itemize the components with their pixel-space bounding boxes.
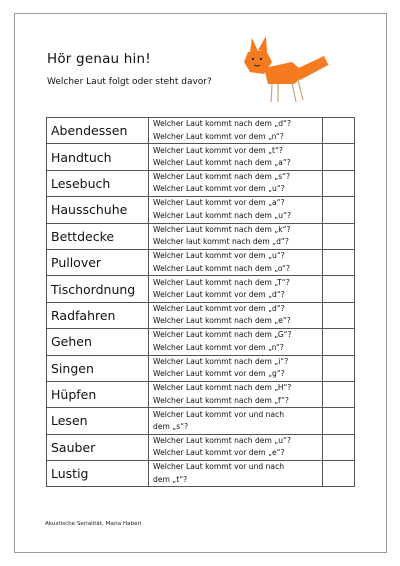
question-cell: [149, 118, 323, 144]
question-line-2: Welcher Laut kommt nach dem „u“?: [153, 210, 291, 220]
word-table: [46, 117, 355, 487]
word-cell: Tischordnung: [47, 276, 149, 302]
question-line-1: Welcher Laut kommt nach dem „k“?: [153, 224, 291, 234]
question-line-2: Welcher Laut kommt nach dem „e“?: [153, 316, 291, 326]
fox-illustration: [238, 32, 338, 104]
question-line-1: Welcher Laut kommt vor und nach: [153, 409, 285, 419]
question-line-2: Welcher Laut kommt nach dem „o“?: [153, 263, 290, 273]
answer-box[interactable]: [323, 355, 355, 381]
table-row: [47, 118, 355, 144]
question-line-1: Welcher Laut kommt nach dem „T“?: [153, 277, 290, 287]
word-cell: Pullover: [47, 249, 149, 275]
question-cell: [149, 170, 323, 196]
word-cell: Gehen: [47, 329, 149, 355]
answer-box[interactable]: [323, 276, 355, 302]
question-cell: [149, 381, 323, 407]
question-line-2: Welcher Laut kommt nach dem „f“?: [153, 395, 289, 405]
question-line-1: Welcher Laut kommt nach dem „d“?: [153, 119, 291, 129]
word-cell: Lesebuch: [47, 170, 149, 196]
page-subtitle: Welcher Laut folgt oder steht davor?: [47, 77, 212, 87]
page-title: Hör genau hin!: [47, 51, 151, 67]
table-row: [47, 249, 355, 275]
table-row: [47, 408, 355, 434]
question-cell: [149, 249, 323, 275]
word-cell: Hausschuhe: [47, 197, 149, 223]
question-cell: [149, 434, 323, 460]
question-cell: [149, 144, 323, 170]
question-line-1: Welcher Laut kommt nach dem „s“?: [153, 172, 291, 182]
answer-box[interactable]: [323, 381, 355, 407]
question-cell: [149, 276, 323, 302]
question-cell: [149, 355, 323, 381]
footer-credit: Akustische Serialität, Maria Haberl: [45, 521, 142, 527]
question-line-2: Welcher laut kommt nach dem „d“?: [153, 237, 289, 247]
table-row: [47, 170, 355, 196]
question-cell: [149, 461, 323, 487]
answer-box[interactable]: [323, 118, 355, 144]
question-line-2: Welcher Laut kommt vor dem „e“?: [153, 448, 285, 458]
word-cell: Hüpfen: [47, 381, 149, 407]
question-line-1: Welcher Laut kommt nach dem „i“?: [153, 356, 289, 366]
question-line-2: Welcher Laut kommt nach dem „a“?: [153, 158, 291, 168]
answer-box[interactable]: [323, 197, 355, 223]
answer-box[interactable]: [323, 170, 355, 196]
answer-box[interactable]: [323, 302, 355, 328]
table-row: [47, 197, 355, 223]
table-row: [47, 434, 355, 460]
question-line-2: Welcher Laut kommt vor dem „g“?: [153, 369, 285, 379]
table-row: [47, 355, 355, 381]
question-line-2: dem „s“?: [153, 421, 189, 431]
answer-box[interactable]: [323, 249, 355, 275]
word-cell: Lesen: [47, 408, 149, 434]
table-row: [47, 302, 355, 328]
question-line-2: dem „t“?: [153, 474, 188, 484]
question-line-2: Welcher Laut kommt vor dem „u“?: [153, 184, 285, 194]
question-line-1: Welcher Laut kommt vor dem „u“?: [153, 251, 285, 261]
question-cell: [149, 223, 323, 249]
question-line-1: Welcher Laut kommt vor dem „a“?: [153, 198, 285, 208]
question-line-2: Welcher Laut kommt vor dem „n“?: [153, 131, 284, 141]
word-cell: Abendessen: [47, 118, 149, 144]
question-line-1: Welcher Laut kommt vor und nach: [153, 462, 285, 472]
word-cell: Singen: [47, 355, 149, 381]
table-row: [47, 329, 355, 355]
table-row: [47, 381, 355, 407]
question-cell: [149, 302, 323, 328]
word-cell: Bettdecke: [47, 223, 149, 249]
answer-box[interactable]: [323, 434, 355, 460]
word-cell: Handtuch: [47, 144, 149, 170]
table-row: [47, 223, 355, 249]
answer-box[interactable]: [323, 144, 355, 170]
question-line-2: Welcher Laut kommt vor dem „n“?: [153, 342, 284, 352]
question-cell: [149, 408, 323, 434]
word-cell: Lustig: [47, 461, 149, 487]
table-row: [47, 276, 355, 302]
question-line-1: Welcher Laut kommt nach dem „G“?: [153, 330, 292, 340]
question-line-1: Welcher Laut kommt vor dem „t“?: [153, 145, 283, 155]
question-line-1: Welcher Laut kommt vor dem „d“?: [153, 304, 285, 314]
answer-box[interactable]: [323, 461, 355, 487]
word-cell: Sauber: [47, 434, 149, 460]
question-line-1: Welcher Laut kommt nach dem „H“?: [153, 383, 292, 393]
question-cell: [149, 329, 323, 355]
answer-box[interactable]: [323, 329, 355, 355]
answer-box[interactable]: [323, 408, 355, 434]
word-cell: Radfahren: [47, 302, 149, 328]
question-cell: [149, 197, 323, 223]
table-row: [47, 461, 355, 487]
question-line-2: Welcher Laut kommt vor dem „d“?: [153, 290, 285, 300]
table-row: [47, 144, 355, 170]
question-line-1: Welcher Laut kommt nach dem „u“?: [153, 435, 291, 445]
answer-box[interactable]: [323, 223, 355, 249]
